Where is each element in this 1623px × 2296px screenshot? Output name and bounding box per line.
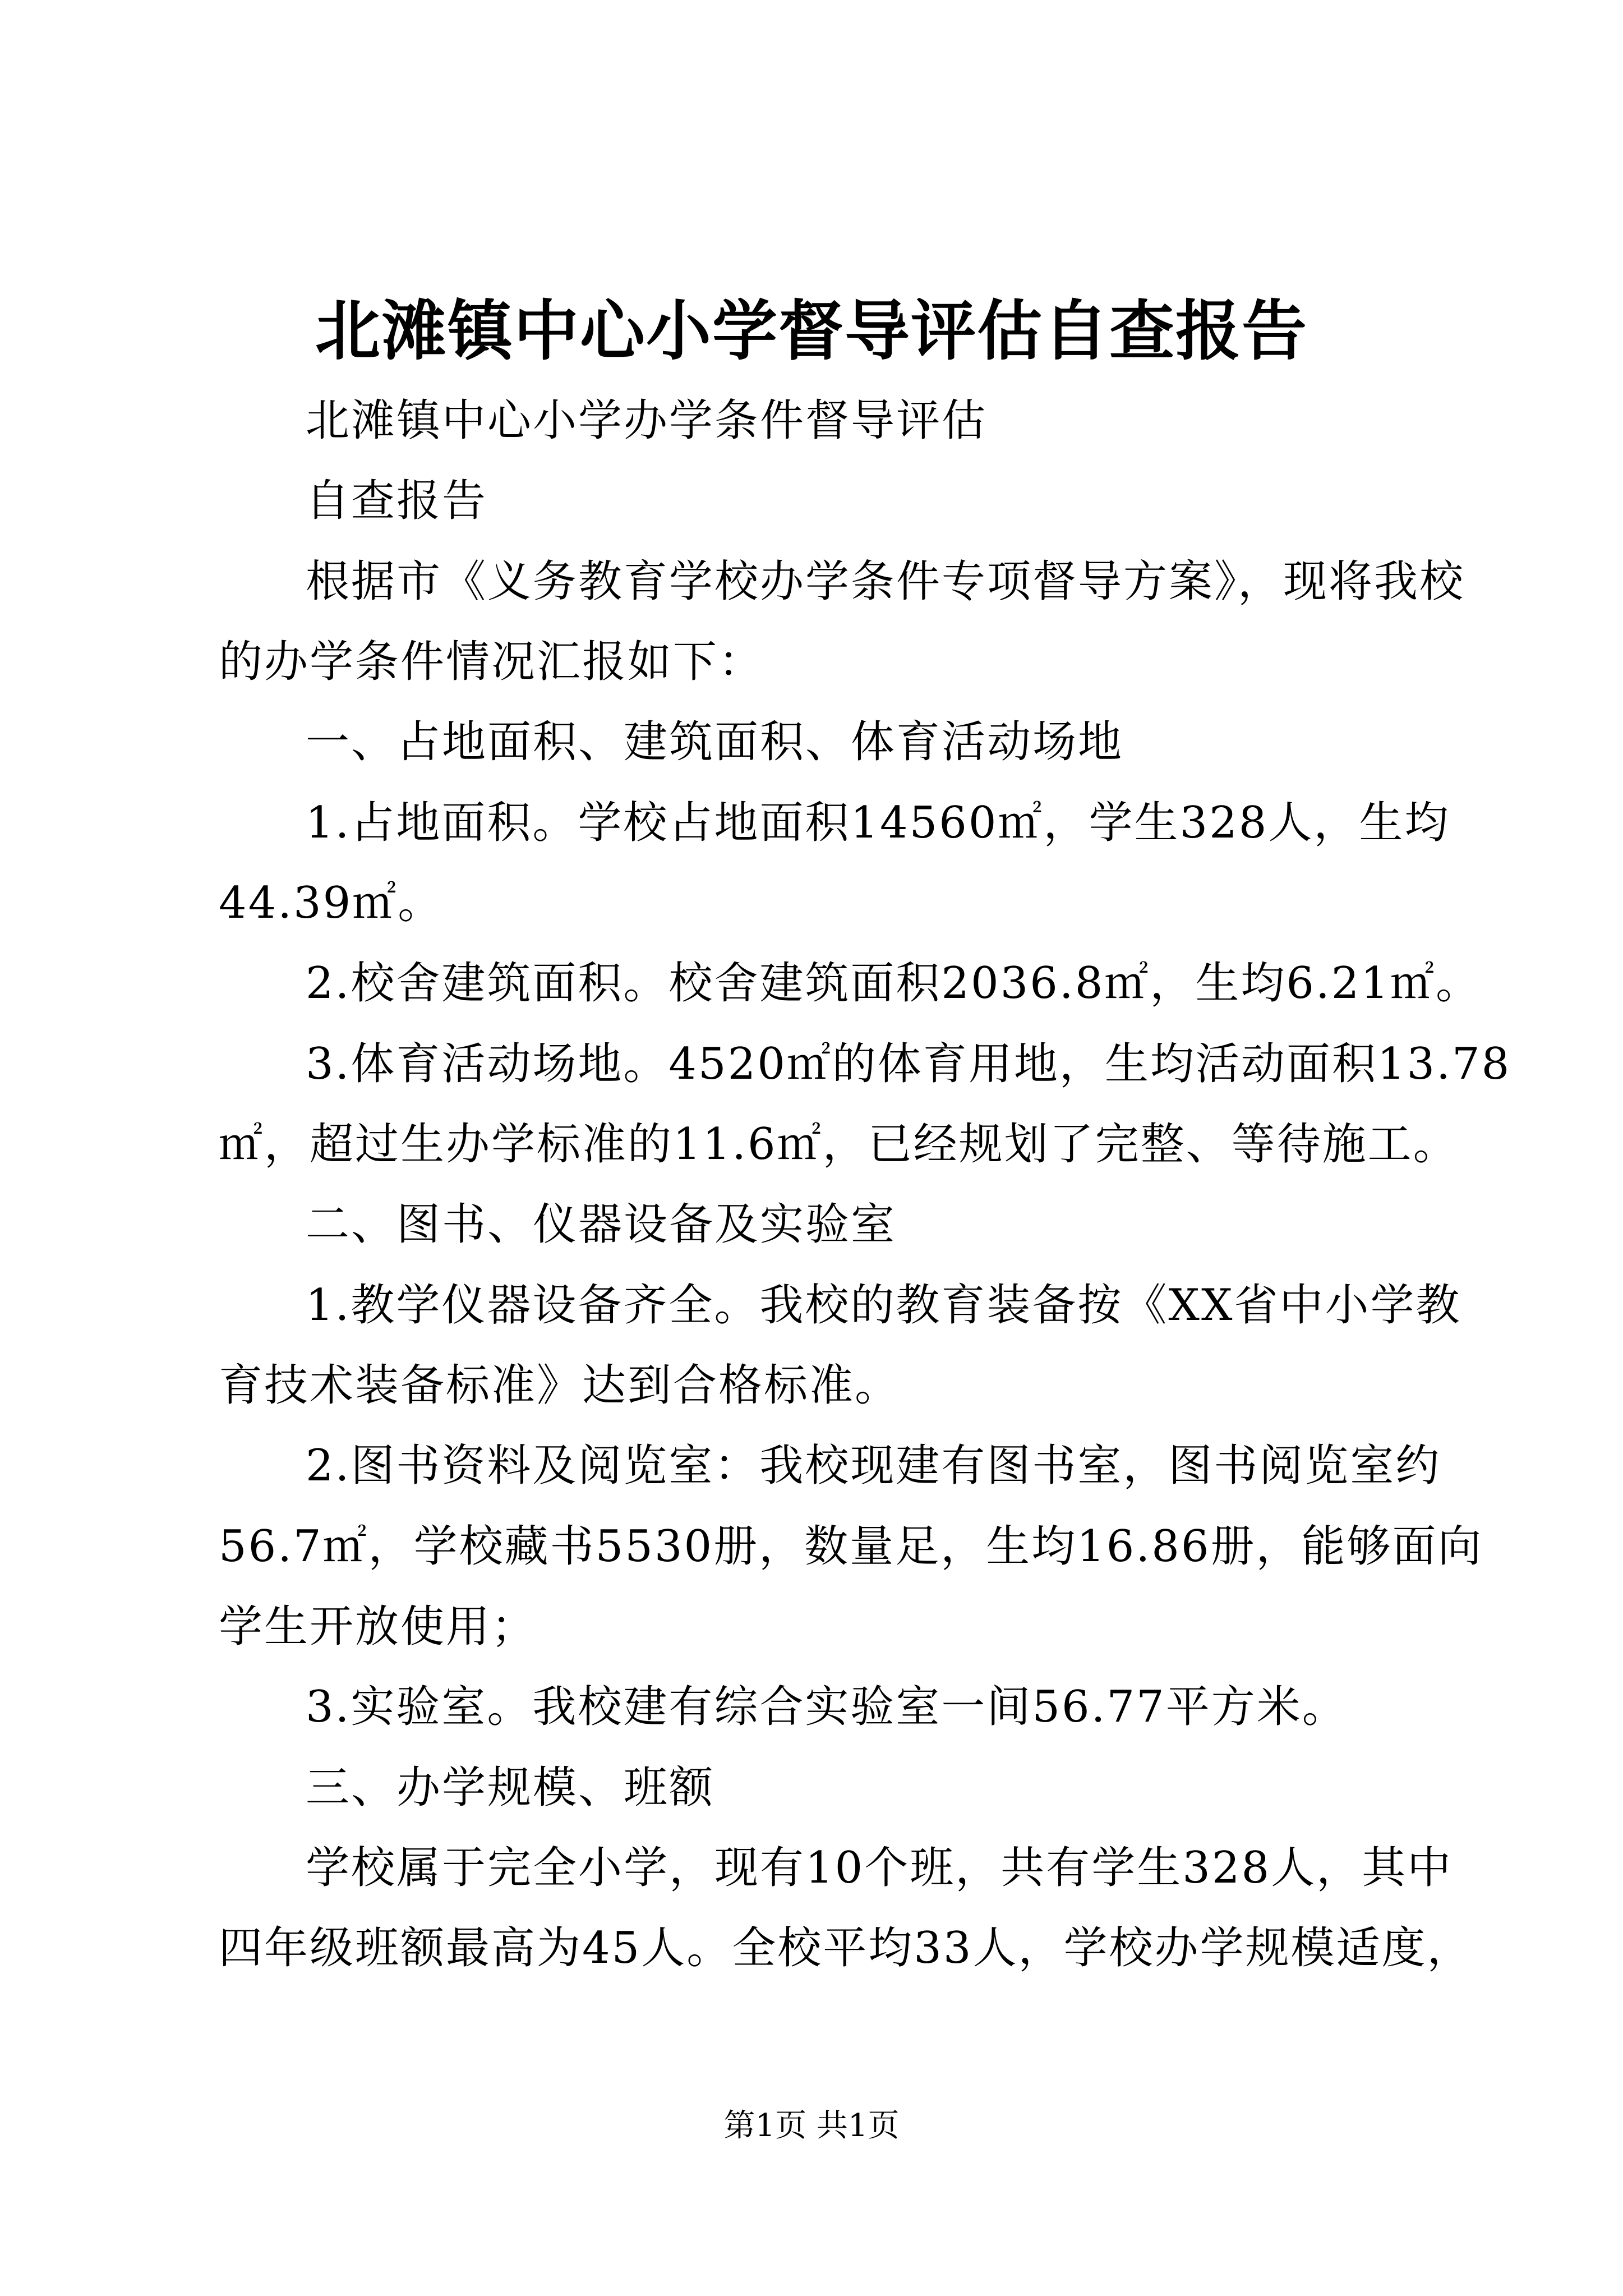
subtitle-line-2: 自查报告 <box>306 476 488 526</box>
paragraph-line: 3.体育活动场地。4520㎡的体育用地，生均活动面积13.78 <box>306 1039 1511 1089</box>
section-heading-3: 三、办学规模、班额 <box>306 1763 715 1813</box>
paragraph-line: 3.实验室。我校建有综合实验室一间56.77平方米。 <box>306 1682 1348 1732</box>
document-title: 北滩镇中心小学督导评估自查报告 <box>315 293 1308 369</box>
paragraph-line: 学校属于完全小学，现有10个班，共有学生328人，其中 <box>306 1843 1453 1893</box>
paragraph-line: 56.7㎡，学校藏书5530册，数量足，生均16.86册，能够面向 <box>219 1521 1483 1572</box>
paragraph-line: 的办学条件情况汇报如下： <box>219 637 764 687</box>
paragraph-line: 学生开放使用； <box>219 1602 537 1652</box>
section-heading-2: 二、图书、仪器设备及实验室 <box>306 1199 897 1250</box>
paragraph-line: 2.图书资料及阅览室：我校现建有图书室，图书阅览室约 <box>306 1441 1441 1491</box>
paragraph-line: 44.39㎡。 <box>219 878 444 928</box>
paragraph-line: 育技术装备标准》达到合格标准。 <box>219 1360 901 1411</box>
page-footer: 第1页 共1页 <box>723 2108 900 2144</box>
paragraph-line: 四年级班额最高为45人。全校平均33人，学校办学规模适度， <box>219 1923 1473 1973</box>
paragraph-line: ㎡，超过生办学标准的11.6㎡，已经规划了完整、等待施工。 <box>219 1119 1459 1170</box>
section-heading-1: 一、占地面积、建筑面积、体育活动场地 <box>306 717 1124 767</box>
paragraph-line: 1.教学仪器设备齐全。我校的教育装备按《XX省中小学教 <box>306 1280 1461 1331</box>
paragraph-line: 1.占地面积。学校占地面积14560㎡，学生328人，生均 <box>306 798 1450 848</box>
subtitle-line-1: 北滩镇中心小学办学条件督导评估 <box>306 395 988 446</box>
paragraph-line: 根据市《义务教育学校办学条件专项督导方案》，现将我校 <box>306 556 1465 607</box>
paragraph-line: 2.校舍建筑面积。校舍建筑面积2036.8㎡，生均6.21㎡。 <box>306 958 1482 1009</box>
